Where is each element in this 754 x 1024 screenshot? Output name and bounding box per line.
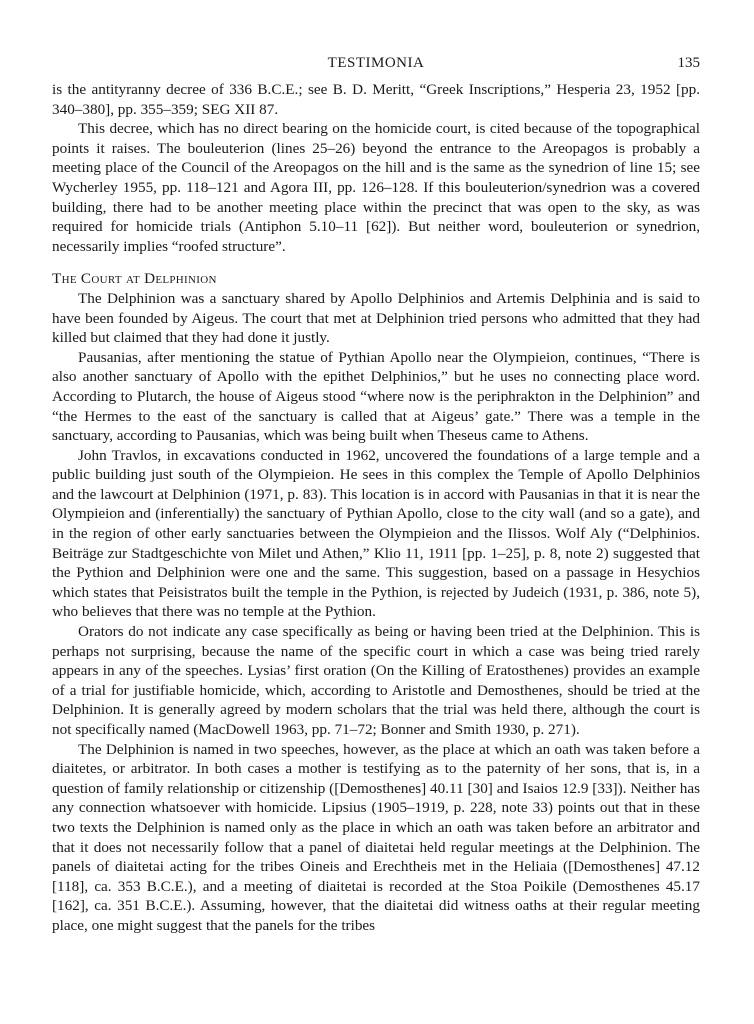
paragraph-delphinion-intro: The Delphinion was a sanctuary shared by Apollo Delphinios and Artemis Delphinia and is said to have been founded by Aigeus. The court that met at Delphinion tried persons who admitted that they had killed but claimed that they had done it justly. [52, 289, 700, 347]
page-body [52, 80, 700, 936]
paragraph-bouleuterion: This decree, which has no direct bearing on the homicide court, is cited because of the topographical points it raises. The bouleuterion (lines 25–26) beyond the entrance to the Areopagos is probably a meeting place of the Council of the Areopagos on the hill and is the same as the synedrion of line 15; see Wycherley 1955, pp. 118–121 and Agora III, pp. 126–128. If this bouleuterion/synedrion was a covered building, there had to be another meeting place within the precinct that was open to the sky, as was required for homicide trials (Antiphon 5.10–11 [62]). But neither word, bouleuterion or synedrion, necessarily implies “roofed structure”. [52, 120, 700, 255]
paragraph-travlos: John Travlos, in excavations conducted in 1962, uncovered the foundations of a large temple and a public building just south of the Olympieion. He sees in this complex the Temple of Apollo Delphinios and the lawcourt at Delphinion (1971, p. 83). This location is in accord with Pausanias in that it is near the Olympieion and (inferentially) the sanctuary of Pythian Apollo, close to the city wall (and so a gate), and in the region of other early sanctuaries between the Olympieion and the Ilissos. Wolf Aly (“Delphinios. Beiträge zur Stadtgeschichte von Milet und Athen,” Klio 11, 1911 [pp. 1–25], p. 8, note 2) suggested that the Pythion and Delphinion were one and the same. This suggestion, based on a passage in Hesychios which states that Peisistratos built the temple in the Pythion, is rejected by Judeich (1931, p. 386, note 5), who believes that there was no temple at the Pythion. [52, 446, 700, 621]
paragraph-orators: Orators do not indicate any case specifically as being or having been tried at the Delphinion. This is perhaps not surprising, because the name of the specific court in which a case was being tried rarely appears in any of the speeches. Lysias’ first oration (On the Killing of Eratosthenes) provides an example of a trial for justifiable homicide, which, according to Aristotle and Demosthenes, should be tried at the Delphinion. It is generally agreed by modern scholars that the trial was held there, although the court is not specifically named (MacDowell 1963, pp. 71–72; Bonner and Smith 1930, p. 271). [52, 623, 700, 738]
section-heading: The Court at Delphinion [52, 270, 217, 288]
paragraph-pausanias: Pausanias, after mentioning the statue of Pythian Apollo near the Olympieion, continues, “There is also another sanctuary of Apollo with the epithet Delphinios,” but he uses no connecting place word. According to Plutarch, the house of Aigeus stood “where now is the periphrakton in the Delphinion” and “the Hermes to the east of the sanctuary is called that at Aigeus’ gate.” There was a temple in the sanctuary, according to Pausanias, which was being built when Theseus came to Athens. [52, 348, 700, 445]
paragraph-continuation: is the antityranny decree of 336 B.C.E.; see B. D. Meritt, “Greek Inscriptions,” Hesperia 23, 1952 [pp. 340–380], pp. 355–359; SEG XII 87. [52, 81, 700, 118]
page-number: 135 [677, 55, 700, 71]
running-title: TESTIMONIA [327, 55, 425, 71]
paragraph-diaitetes: The Delphinion is named in two speeches, however, as the place at which an oath was taken before a diaitetes, or arbitrator. In both cases a mother is testifying as to the paternity of her sons, that is, in a question of family relationship or citizenship ([Demosthenes] 40.11 [30] and Isaios 12.9 [33]). Neither has any connection whatsoever with homicide. Lipsius (1905–1919, p. 228, note 33) points out that in these two texts the Delphinion is named only as the place in which an oath was taken before an arbitrator and that it does not necessarily follow that a panel of diaitetai held regular meetings at the Delphinion. The panels of diaitetai acting for the tribes Oineis and Erechtheis met in the Heliaia ([Demosthenes] 47.12 [118], ca. 353 B.C.E.), and a meeting of diaitetai is recorded at the Stoa Poikile (Demosthenes 45.17 [162], ca. 351 B.C.E.). Assuming, however, that the diaitetai did witness oaths at their regular meeting place, one might suggest that the panels for the tribes [52, 740, 700, 934]
running-head [52, 55, 700, 75]
